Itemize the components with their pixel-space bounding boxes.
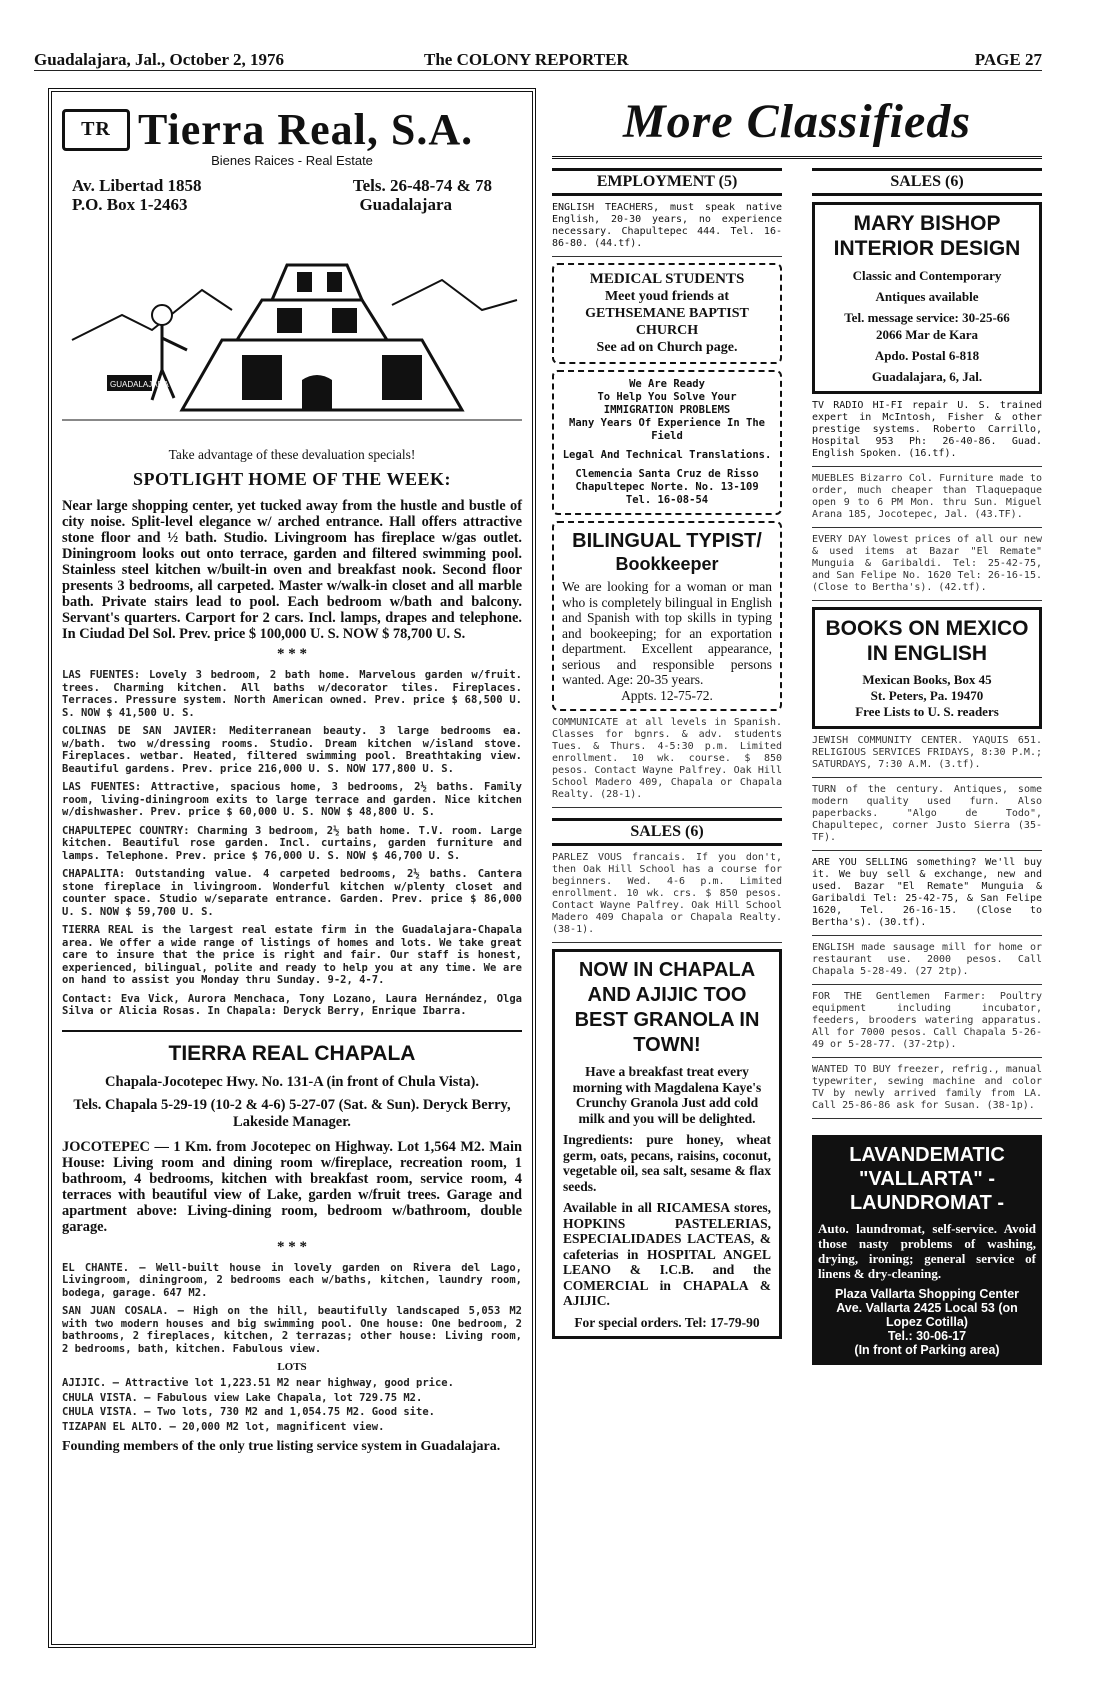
books-line: Mexican Books, Box 45 <box>862 672 992 687</box>
lavandematic-ad <box>812 1135 1042 1365</box>
classified-ad: TV RADIO HI-FI repair U. S. trained expert in McIntosh, Fisher & other prestige systems. Roberto Carrillo, Hospital 953 Ph: 26-40-86. Guad. English Spoken. (16.tf). <box>812 400 1042 467</box>
mary-line: Tel. message service: 30-25-66 <box>844 310 1010 325</box>
lot-item: CHULA VISTA. — Fabulous view Lake Chapala, lot 729.75 M2. <box>62 1391 423 1404</box>
tierra-address: Av. Libertad 1858 <box>72 176 202 195</box>
sign-text: GUADALAJARA <box>110 380 169 389</box>
lavandematic-title: LAVANDEMATIC "VALLARTA" - LAUNDROMAT - <box>849 1144 1005 1214</box>
immigration-line: Clemencia Santa Cruz de Risso Chapultepec Norte. No. 13-109 Tel. 16-08-54 <box>575 468 759 506</box>
classifieds-area <box>552 88 1042 1357</box>
header-newspaper-name: The COLONY REPORTER <box>424 50 629 69</box>
tierra-real-logo <box>62 104 522 155</box>
classified-ad: COMMUNICATE at all levels in Spanish. Classes for bgnrs. & adv. students Tues. & Thurs. 4-5:30 p.m. Limited enrollment. 10 wk. course. $ 850 pesos. Contact Wayne Palfrey. Oak Hill School Madero 409, Chapala or Chapala Realty. (28-1). <box>552 717 782 808</box>
bilingual-subtitle: Bookkeeper <box>615 554 719 574</box>
lot-item: TIZAPAN EL ALTO. — 20,000 M2 lot, magnificent view. <box>62 1420 385 1433</box>
classified-ad: WANTED TO BUY freezer, refrig., manual typewriter, sewing machine and color TV by newly arrived family from LA. Call 25-86-86 ask for Susan. (38-1p). <box>812 1064 1042 1119</box>
classifieds-column-1 <box>552 168 782 1345</box>
contact-list: Contact: Eva Vick, Aurora Menchaca, Tony Lozano, Laura Hernández, Olga Silva or Alicia Rosas. In Chapala: Deryck Berry, Enrique Ibarra. <box>62 992 522 1017</box>
classifieds-column-2 <box>812 168 1042 1365</box>
immigration-line: Legal And Technical Translations. <box>562 449 772 461</box>
mary-line: Apdo. Postal 6-818 <box>874 348 980 363</box>
chapala-tels: Tels. Chapala 5-29-19 (10-2 & 4-6) 5-27-07 (Sat. & Sun). Deryck Berry, Lakeside Manager. <box>73 1096 511 1130</box>
mary-line: Antiques available <box>875 289 979 304</box>
bilingual-appts: Appts. 12-75-72. <box>621 687 713 703</box>
medical-footer: See ad on Church page. <box>596 340 738 355</box>
medical-students-ad <box>552 263 782 364</box>
immigration-line: Many Years Of Experience In The Field <box>569 417 765 442</box>
lot-item: CHULA VISTA. — Two lots, 730 M2 and 1,054.75 M2. Good site. <box>62 1406 435 1418</box>
classified-ad: PARLEZ VOUS francais. If you don't, then Oak Hill School has a course for beginners. Wed. 4-6 p.m. Limited enrollment. 10 wk. crs. $ 850 pesos. Contact Wayne Palfrey. Oak Hill School Madero 409 Chapala or Chapala Realty. (38-1). <box>552 852 782 943</box>
sales-section-header: SALES (6) <box>552 818 782 846</box>
books-on-mexico-ad <box>812 607 1042 729</box>
medical-title: MEDICAL STUDENTS <box>589 271 745 287</box>
lavandematic-address: Ave. Vallarta 2425 Local 53 (on Lopez Cotilla) <box>836 1301 1018 1329</box>
lots-heading: LOTS <box>277 1361 307 1373</box>
chapala-listing: SAN JUAN COSALA. — High on the hill, beautifully landscaped 5,053 M2 with two modern houses and big swimming pool. One house: One bedroom, 2 bathrooms, 2 fireplaces, kitchen, 2 terrazas; other house: Living room, 2 bedrooms, bath, kitchen. Fabulous view. <box>62 1305 522 1355</box>
books-line: Free Lists to U. S. readers <box>855 704 999 719</box>
chapala-listing: EL CHANTE. — Well-built house in lovely garden on Rivera del Lago, Livingroom, diningroom, 2 bedrooms each w/baths, kitchen, laundry room, bodega, garage. 647 M2. <box>62 1261 522 1299</box>
listing: LAS FUENTES: Lovely 3 bedroom, 2 bath home. Marvelous garden w/fruit. trees. Charming kitchen. All baths w/decorator tiles. Fireplaces. Terraces. Pressure system. North American owned. Prev. price $ 68,500 U. S. NOW $ 41,500 U. S. <box>62 669 522 719</box>
lavandematic-tel: Tel.: 30-06-17 <box>887 1329 967 1343</box>
lavandematic-body: Auto. laundromat, self-service. Avoid those nasty problems of washing, drying, ironing; general service of linens & dry-cleaning. <box>818 1221 1036 1281</box>
header-page-number: PAGE 27 <box>974 50 1042 69</box>
chapala-address: Chapala-Jocotepec Hwy. No. 131-A (in front of Chula Vista). <box>105 1073 479 1090</box>
granola-ad <box>552 949 782 1339</box>
classified-ad: FOR THE Gentlemen Farmer: Poultry equipment including incubator, feeders, brooders watering apparatus. All for 7000 pesos. Call Chapala 5-26-49 or 5-28-77. (37-2tp). <box>812 991 1042 1058</box>
books-title: BOOKS ON MEXICO IN ENGLISH <box>825 617 1029 665</box>
granola-title: NOW IN CHAPALA AND AJIJIC TOO BEST GRANOLA IN TOWN! <box>574 959 760 1056</box>
granola-paragraph: Have a breakfast treat every morning with Magdalena Kaye's Crunchy Granola Just add cold milk and you will be delighted. <box>572 1064 762 1126</box>
jocotepec-listing: JOCOTEPEC — 1 Km. from Jocotepec on Highway. Lot 1,564 M2. Main House: Living room and dining room w/fireplace, recreation room, 1 bathroom, 4 bedrooms, kitchen with breakfast room, service room, 4 terraces with beautiful view of Lake, garden w/fruit trees. Garage and apartment above: Living-dining room, bedroom w/bathroom, double garage. <box>62 1138 522 1235</box>
tierra-real-ad <box>48 88 536 1648</box>
mary-line: 2066 Mar de Kara <box>876 327 978 342</box>
granola-paragraph: For special orders. Tel: 17-79-90 <box>574 1314 760 1330</box>
mary-line: Guadalajara, 6, Jal. <box>871 369 983 384</box>
bilingual-body: We are looking for a woman or man who is completely bilingual in English and Spanish with top skills in typing and bookeeping; for an exportation department. Excellent appearance, serious and responsible persons wanted. Age: 20-35 years. <box>562 579 772 687</box>
classified-ad: ENGLISH made sausage mill for home or restaurant use. 2000 pesos. Call Chapala 5-28-49. (27 2tp). <box>812 942 1042 985</box>
tierra-po-box: P.O. Box 1-2463 <box>72 195 188 214</box>
immigration-line: To Help You Solve Your IMMIGRATION PROBLEMS <box>597 391 737 416</box>
bilingual-typist-ad <box>552 521 782 711</box>
mary-bishop-ad <box>812 202 1042 394</box>
bilingual-title: BILINGUAL TYPIST/ <box>572 530 762 552</box>
listing: CHAPULTEPEC COUNTRY: Charming 3 bedroom, 2½ bath home. T.V. room. Large kitchen. Beautiful rose garden. Incl. curtains, garden furniture and lamps. Telephone. Prev. price $ 76,000 U. S. NOW $ 46,700 U. S. <box>62 824 522 862</box>
medical-body: Meet youd friends at GETHSEMANE BAPTIST CHURCH <box>585 289 749 338</box>
granola-paragraph: Available in all RICAMESA stores, HOPKINS PASTELERIAS, ESPECIALIDADES LACTEAS, & cafeterias in HOSPITAL ANGEL LEANO & I.C.B. and the COMERCIAL in CHAPALA & AJIJIC. <box>563 1200 771 1308</box>
company-description: TIERRA REAL is the largest real estate firm in the Guadalajara-Chapala area. We offer a wide range of listings of homes and lots. We take great care to insure that the price is right and fair. Our staff is honest, experienced, bilingual, polite and ready to help you at any time. We are on hand to assist you Monday thru Sunday. 9-2, 4-7. <box>62 924 522 986</box>
tr-monogram-icon: TR <box>62 109 130 151</box>
lavandematic-place: Plaza Vallarta Shopping Center <box>834 1287 1020 1301</box>
listing: COLINAS DE SAN JAVIER: Mediterranean beauty. 3 large bedrooms ea. w/bath. two w/dressing rooms. Studio. Dream kitchen w/island stove. Fireplaces. wetbar. Heated, filtered swimming pool. Breathtaking view. Beautiful gardens. Prev. price 216,000 U. S. NOW 177,800 U. S. <box>62 725 522 775</box>
classifieds-title: More Classifieds <box>552 88 1042 159</box>
mary-title: MARY BISHOP INTERIOR DESIGN <box>833 212 1021 260</box>
tierra-subtitle: Bienes Raices - Real Estate <box>211 153 373 168</box>
classified-ad: TURN of the century. Antiques, some modern quality used furn. Also paperbacks. "Algo de Todo", Chapultepec, corner Justo Sierra (35-TF). <box>812 784 1042 851</box>
books-line: St. Peters, Pa. 19470 <box>870 688 984 703</box>
lavandematic-location-note: (In front of Parking area) <box>854 1343 1000 1357</box>
sales-section-header: SALES (6) <box>812 168 1042 196</box>
lot-item: AJIJIC. — Attractive lot 1,223.51 M2 near highway, good price. <box>62 1377 454 1389</box>
granola-paragraph: Ingredients: pure honey, wheat germ, oats, pecans, raisins, coconut, vegetable oil, sea salt, sesame & flax seeds. <box>563 1132 771 1194</box>
mary-line: Classic and Contemporary <box>852 268 1002 283</box>
pyramid-cartoon-illustration <box>62 220 522 430</box>
separator-stars: * * * <box>277 1238 307 1255</box>
chapala-title: TIERRA REAL CHAPALA <box>62 1030 522 1066</box>
classified-ad: EVERY DAY lowest prices of all our new & used items at Bazar "El Remate" Munguia & Garibaldi. Tel: 25-42-75, and San Felipe No. 1620 Tel: 26-16-15. (Close to Bertha's). (42.tf). <box>812 534 1042 601</box>
tierra-city: Guadalajara <box>359 195 452 214</box>
tierra-tels: Tels. 26-48-74 & 78 <box>352 176 492 195</box>
devaluation-note: Take advantage of these devaluation specials! <box>168 447 416 462</box>
spotlight-text: Near large shopping center, yet tucked away from the hustle and bustle of city noise. Split-level elegance w/ arched entrance. Hall offers attractive stone floor and ½ bath. Studio. Livingroom has fireplace w/gas outlet. Diningroom looks out onto terrace, garden and filtered swimming pool. Stainless steel kitchen w/built-in oven and breakfast nook. Second floor presents 3 bedrooms, all carpeted. Master w/walk-in closet and all marble bath. Private stairs lead to pool. Each bedroom w/bath and balcony. Servant's quarters. Carport for 2 cars. Incl. lamps, drapes and telephone. In Ciudad Del Sol. Prev. price $ 100,000 U. S. NOW $ 78,700 U. S. <box>62 498 522 642</box>
spotlight-heading: SPOTLIGHT HOME OF THE WEEK: <box>133 469 451 489</box>
employment-section-header: EMPLOYMENT (5) <box>552 168 782 196</box>
separator-stars: * * * <box>277 646 307 662</box>
immigration-ad <box>552 370 782 515</box>
founding-members-note: Founding members of the only true listing service system in Guadalajara. <box>62 1439 501 1454</box>
page-header <box>34 48 1042 71</box>
tierra-real-name: Tierra Real, S.A. <box>138 105 474 154</box>
classified-ad: ARE YOU SELLING something? We'll buy it. We buy sell & exchange, new and used. Bazar "El Remate" Munguia & Garibaldi Tel: 25-42-75, & San Felipe 1620, Tel. 26-16-15. (Close to Bertha's). (30.tf). <box>812 857 1042 936</box>
listing: CHAPALITA: Outstanding value. 4 carpeted bedrooms, 2½ baths. Cantera stone fireplace in livingroom. Wonderful kitchen w/plenty closet and counter space. Studio w/separate entrance. Garden. Prev. price $ 86,000 U. S. NOW $ 59,700 U. S. <box>62 868 522 918</box>
classified-ad: JEWISH COMMUNITY CENTER. YAQUIS 651. RELIGIOUS SERVICES FRIDAYS, 8:30 P.M.; SATURDAYS, 7:30 A.M. (3.tf). <box>812 735 1042 778</box>
listing: LAS FUENTES: Attractive, spacious home, 3 bedrooms, 2½ baths. Family room, living-diningroom exits to large terrace and garden. Nice kitchen w/dishwasher. Prev. price $ 60,000 U. S. NOW $ 48,800 U. S. <box>62 781 522 818</box>
header-location-date: Guadalajara, Jal., October 2, 1976 <box>34 50 284 69</box>
classified-ad: MUEBLES Bizarro Col. Furniture made to order, much cheaper than Tlaquepaque open 9 to 6 PM Mon. thru Sun. Miguel Arana 185, Jocotepec, Jal. (43.TF). <box>812 473 1042 528</box>
immigration-line: We Are Ready <box>629 378 705 390</box>
classified-ad: ENGLISH TEACHERS, must speak native English, 20-30 years, no experience necessary. Chapultepec 444. Tel. 16-86-80. (44.tf). <box>552 202 782 257</box>
